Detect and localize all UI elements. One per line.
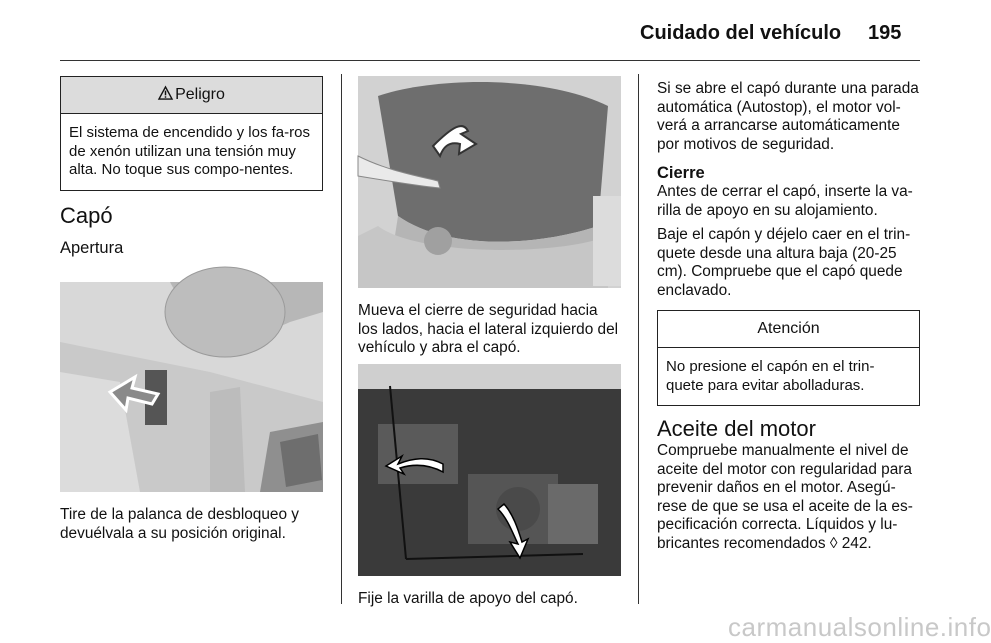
page-header-title: Cuidado del vehículo	[640, 22, 842, 44]
hood-safety-latch-image	[358, 76, 621, 288]
warning-box	[60, 76, 323, 191]
subheading-cierre: Cierre	[657, 164, 705, 182]
attention-box-header: Atención	[658, 311, 919, 348]
warning-box-title: Peligro	[175, 86, 225, 103]
subheading-apertura: Apertura	[60, 238, 124, 257]
page-reference-icon: ◊	[829, 534, 838, 552]
oil-paragraph	[657, 442, 920, 553]
warning-box-header	[61, 77, 322, 114]
page-reference-link[interactable]: 242.	[841, 534, 872, 552]
caption-support-rod: Fije la varilla de apoyo del capó.	[358, 590, 578, 607]
watermark: carmanualsonline.info	[728, 612, 991, 642]
attention-box	[657, 310, 920, 406]
cierre-paragraph-2: Baje el capón y déjelo caer en el trin-quete desde una altura baja (20-25 cm). Compruebe que el capó quede enclavado.	[657, 226, 911, 299]
oil-paragraph-text: Compruebe manualmente el nivel de aceite del motor con regularidad para prevenir daños en el motor. Asegú-rese de que se usa el aceite de la es-pecificación correcta. Líquidos y lu-bricantes recomendados	[657, 442, 913, 552]
hood-support-rod-image	[358, 364, 621, 576]
column-3	[657, 80, 920, 553]
warning-box-text: El sistema de encendido y los fa-ros de xenón utilizan una tensión muy alta. No toque sus compo-nentes.	[69, 124, 310, 178]
column-divider-1	[341, 74, 342, 604]
caption-release-lever: Tire de la palanca de desbloqueo y devuélvala a su posición original.	[60, 506, 300, 542]
column-divider-2	[638, 74, 639, 604]
warning-triangle-icon	[158, 86, 173, 100]
autostop-note: Si se abre el capó durante una parada automática (Autostop), el motor vol-verá a arrancarse automáticamente por motivos de seguridad.	[657, 80, 919, 153]
section-heading-oil: Aceite del motor	[657, 416, 816, 441]
attention-box-text: No presione el capón en el trin-quete para evitar abolladuras.	[666, 358, 875, 394]
header-divider	[60, 60, 920, 61]
column-1	[60, 76, 323, 542]
cierre-paragraph-1: Antes de cerrar el capó, inserte la va-rilla de apoyo en su alojamiento.	[657, 183, 913, 219]
page-number: 195	[868, 22, 902, 44]
hood-release-lever-image	[60, 282, 323, 492]
section-heading-capo: Capó	[60, 202, 113, 228]
caption-safety-latch: Mueva el cierre de seguridad hacia los lados, hacia el lateral izquierdo del vehículo y abra el capó.	[358, 302, 619, 356]
